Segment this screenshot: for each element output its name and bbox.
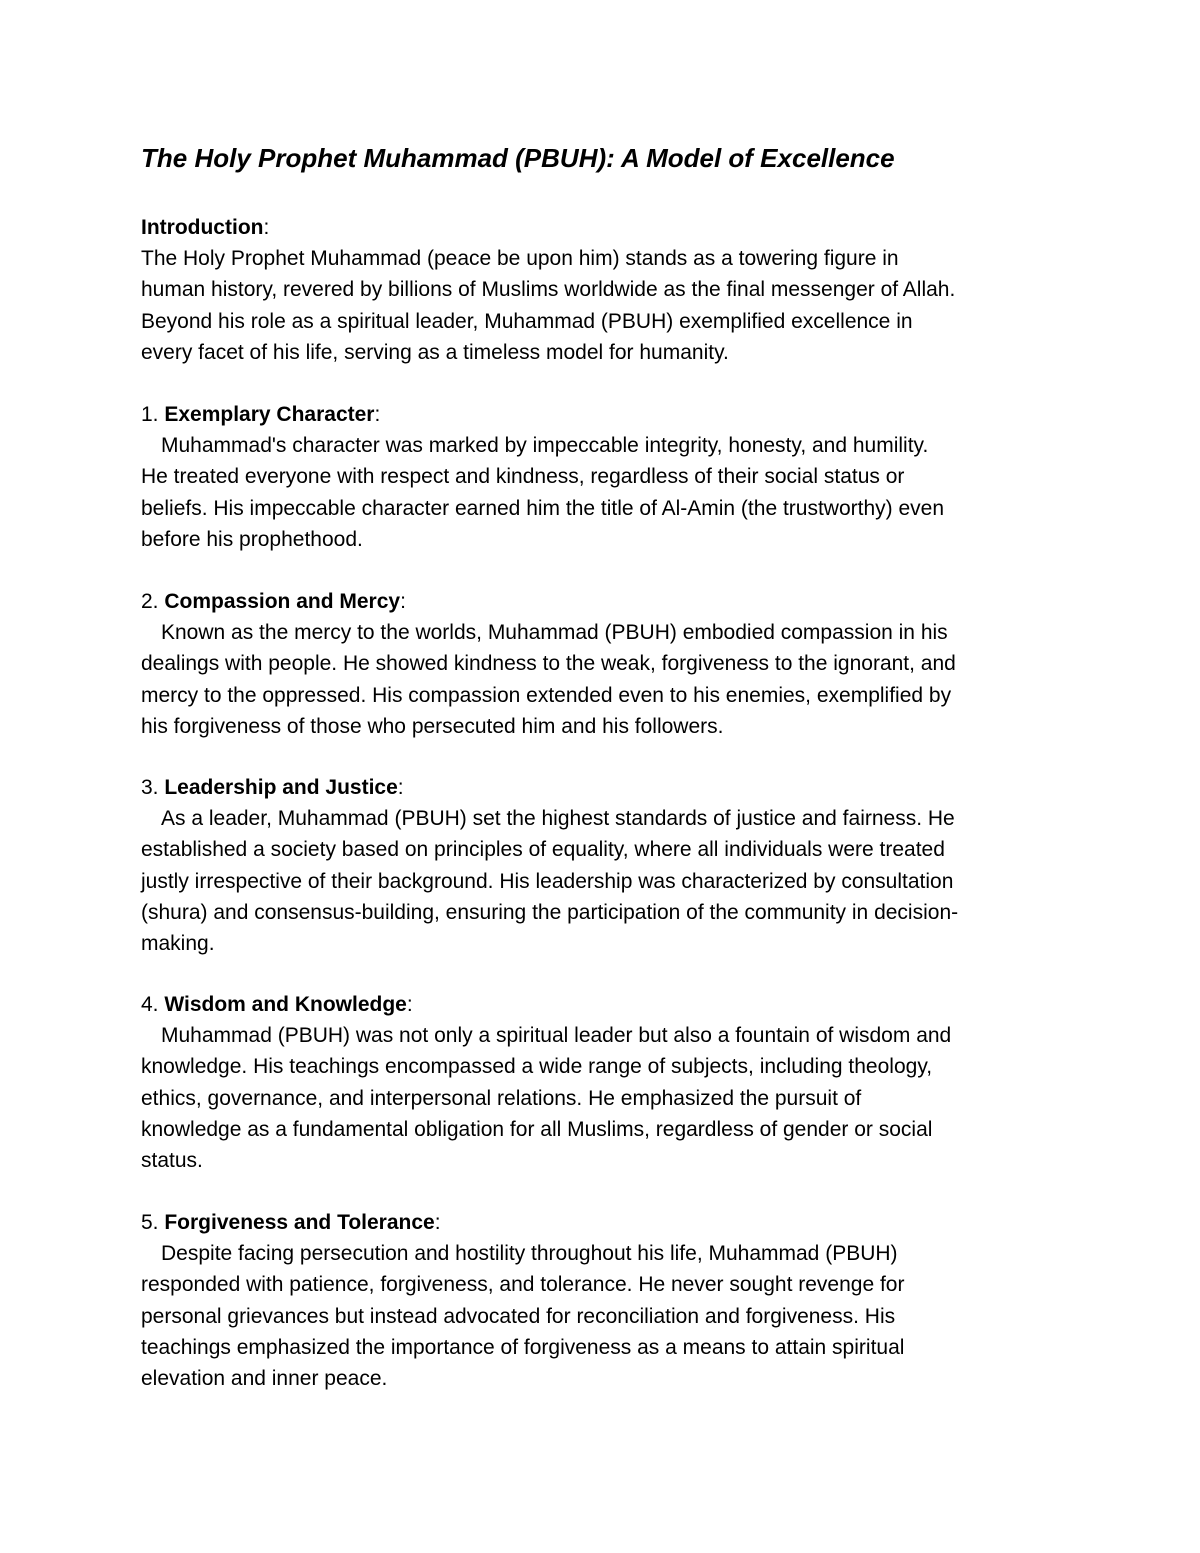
section-forgiveness-and-tolerance: [141, 1207, 1081, 1394]
section-heading-line: [141, 772, 1081, 803]
section-compassion-and-mercy: [141, 586, 1081, 742]
section-body-line: responded with patience, forgiveness, and tolerance. He never sought revenge for: [141, 1273, 905, 1297]
section-number: 5.: [141, 1211, 165, 1234]
section-exemplary-character: [141, 399, 1081, 555]
introduction-line: Beyond his role as a spiritual leader, Muhammad (PBUH) exemplified excellence in: [141, 309, 913, 333]
section-heading-suffix: :: [374, 403, 381, 426]
section-body-line: his forgiveness of those who persecuted him and his followers.: [141, 714, 724, 738]
section-body-line: personal grievances but instead advocated for reconciliation and forgiveness. His: [141, 1304, 896, 1328]
section-heading: Compassion and Mercy: [164, 590, 401, 613]
section-heading-line: [141, 586, 1081, 617]
document-title: The Holy Prophet Muhammad (PBUH): A Model of Excellence: [141, 143, 895, 173]
section-number: 4.: [141, 993, 165, 1016]
section-heading: Forgiveness and Tolerance: [164, 1211, 435, 1234]
section-body-line: Despite facing persecution and hostility throughout his life, Muhammad (PBUH): [161, 1242, 898, 1266]
section-body-line: teachings emphasized the importance of forgiveness as a means to attain spiritual: [141, 1335, 905, 1359]
introduction-heading: Introduction: [141, 216, 264, 239]
introduction-line: The Holy Prophet Muhammad (peace be upon him) stands as a towering figure in: [141, 247, 899, 271]
section-body-line: dealings with people. He showed kindness to the weak, forgiveness to the ignorant, and: [141, 652, 956, 676]
section-body-line: before his prophethood.: [141, 527, 363, 551]
section-body-line: mercy to the oppressed. His compassion extended even to his enemies, exemplified by: [141, 683, 952, 707]
section-body-line: Muhammad's character was marked by impeccable integrity, honesty, and humility.: [161, 434, 929, 458]
section-body-line: knowledge as a fundamental obligation for all Muslims, regardless of gender or social: [141, 1117, 933, 1141]
section-body-line: (shura) and consensus-building, ensuring the participation of the community in decision-: [141, 900, 959, 924]
section-body-line: As a leader, Muhammad (PBUH) set the highest standards of justice and fairness. He: [161, 807, 955, 831]
section-body-line: elevation and inner peace.: [141, 1366, 388, 1390]
section-heading-suffix: :: [400, 590, 406, 613]
section-leadership-and-justice: [141, 772, 1081, 959]
section-number: 2.: [141, 590, 165, 613]
section-body-line: beliefs. His impeccable character earned him the title of Al-Amin (the trustworthy) even: [141, 496, 945, 520]
section-body-line: Muhammad (PBUH) was not only a spiritual leader but also a fountain of wisdom and: [161, 1024, 952, 1048]
section-number: 1.: [141, 403, 165, 426]
section-heading-suffix: :: [406, 993, 413, 1016]
introduction-section: [141, 212, 1081, 368]
section-wisdom-and-knowledge: [141, 989, 1081, 1176]
section-heading-line: [141, 399, 1081, 430]
section-heading: Wisdom and Knowledge: [164, 993, 407, 1016]
section-heading-line: [141, 989, 1081, 1020]
section-heading: Exemplary Character: [164, 403, 375, 426]
section-body-line: Known as the mercy to the worlds, Muhammad (PBUH) embodied compassion in his: [161, 621, 948, 645]
introduction-heading-line: [141, 212, 1081, 243]
section-body-line: established a society based on principles of equality, where all individuals were treated: [141, 838, 945, 862]
introduction-line: every facet of his life, serving as a timeless model for humanity.: [141, 340, 729, 364]
section-body-line: making.: [141, 931, 215, 955]
section-body-line: knowledge. His teachings encompassed a wide range of subjects, including theology,: [141, 1055, 933, 1079]
section-body-line: ethics, governance, and interpersonal relations. He emphasized the pursuit of: [141, 1086, 862, 1110]
section-heading-suffix: :: [434, 1211, 441, 1234]
section-body-line: status.: [141, 1148, 203, 1172]
section-heading: Leadership and Justice: [164, 776, 398, 799]
section-body-line: justly irrespective of their background. His leadership was characterized by consultation: [141, 869, 954, 893]
introduction-line: human history, revered by billions of Muslims worldwide as the final messenger of Allah.: [141, 278, 956, 302]
section-heading-line: [141, 1207, 1081, 1238]
section-heading-suffix: :: [397, 776, 404, 799]
section-body-line: He treated everyone with respect and kindness, regardless of their social status or: [141, 465, 905, 489]
section-number: 3.: [141, 776, 165, 799]
introduction-heading-suffix: :: [263, 216, 270, 239]
